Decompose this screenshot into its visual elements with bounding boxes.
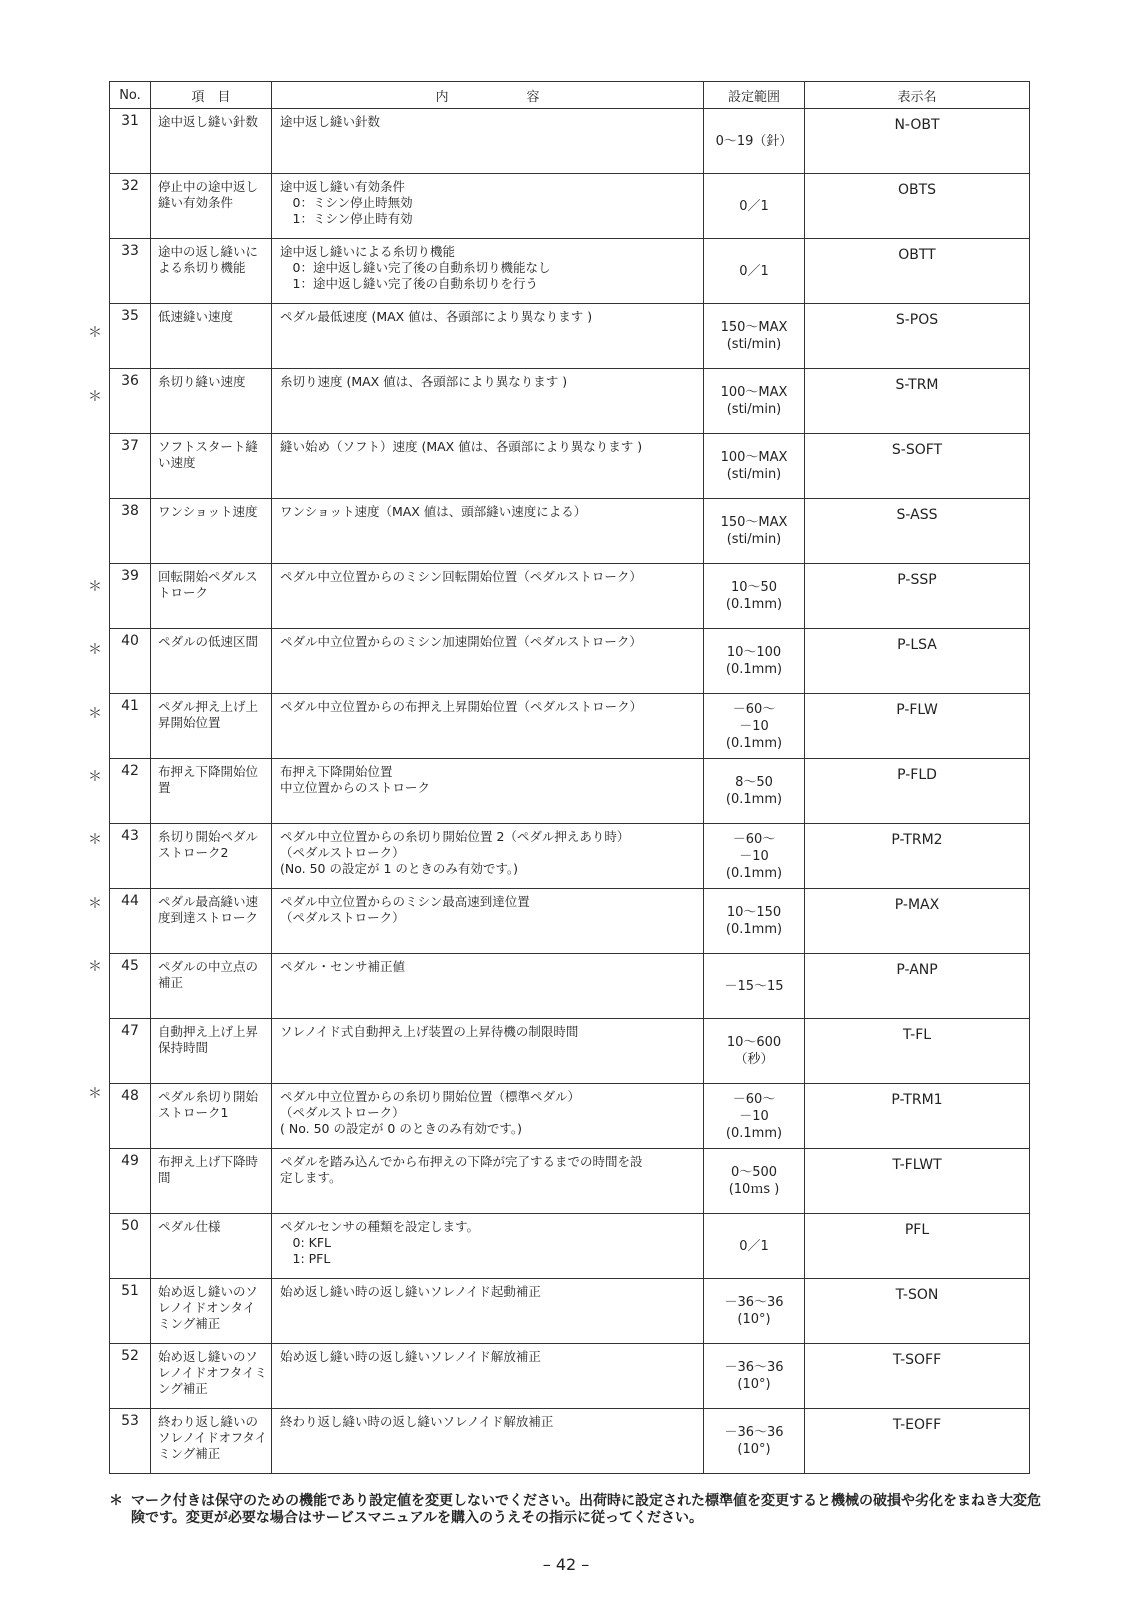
content-line: 途中返し縫いによる糸切り機能 [280, 244, 456, 259]
range-line: －36～36 [724, 1425, 784, 1440]
content-line: 終わり返し縫い時の返し縫いソレノイド解放補正 [280, 1414, 554, 1429]
content-line: 途中返し縫い有効条件 [280, 179, 406, 194]
maintenance-mark: ＊ [88, 895, 102, 912]
content-line: 始め返し縫い時の返し縫いソレノイド解放補正 [280, 1349, 541, 1364]
range-line: (sti/min) [726, 402, 782, 417]
row-display-name: N-OBT [805, 109, 1030, 174]
row-display-name: P-ANP [805, 954, 1030, 1019]
row-no: 45 [110, 954, 151, 1019]
row-content [272, 564, 704, 629]
table-row [110, 1344, 1030, 1409]
row-no: 33 [110, 239, 151, 304]
range-line: (0.1mm) [725, 735, 783, 751]
row-display-name: P-SSP [805, 564, 1030, 629]
content-line: ペダル中立位置からのミシン最高速到達位置 [280, 894, 530, 909]
row-no: 43 [110, 824, 151, 889]
content-line: ペダル中立位置からの糸切り開始位置（標準ペダル） [280, 1089, 581, 1104]
row-content [272, 369, 704, 434]
range-line: 0～19（針） [715, 133, 793, 149]
row-item: 自動押え上げ上昇保持時間 [151, 1019, 272, 1084]
row-range [704, 499, 805, 564]
row-item: ペダル押え上げ上昇開始位置 [151, 694, 272, 759]
range-line: 0／1 [739, 263, 769, 279]
footnote-text: マーク付きは保守のための機能であり設定値を変更しないでください。出荷時に設定された標準値を変更すると機械の破損や劣化をまねき大変危険です。変更が必要な場合はサービスマニュアルを購入のうえその指示に従ってください。 [131, 1493, 1041, 1526]
table-row [110, 239, 1030, 304]
range-line: 10～100 [726, 645, 782, 660]
row-no: 48 [110, 1084, 151, 1149]
content-line: 0: KFL [280, 1235, 331, 1250]
row-item: 終わり返し縫いのソレノイドオフタイミング補正 [151, 1409, 272, 1474]
row-range [704, 239, 805, 304]
range-line: (0.1mm) [725, 792, 783, 807]
table-row [110, 824, 1030, 889]
row-item: ペダル最高縫い速度到達ストローク [151, 889, 272, 954]
row-content [272, 434, 704, 499]
range-line: 100～MAX [720, 385, 788, 400]
row-range [704, 889, 805, 954]
row-range [704, 1344, 805, 1409]
row-range [704, 564, 805, 629]
range-line: (10ｍs ) [728, 1182, 780, 1197]
header-range: 設定範囲 [704, 82, 805, 109]
row-content [272, 759, 704, 824]
row-range [704, 1409, 805, 1474]
table-header-row [110, 82, 1030, 109]
parameter-table [109, 81, 1030, 1474]
table-row [110, 304, 1030, 369]
range-line: (sti/min) [726, 467, 782, 482]
range-line: 10～150 [726, 905, 782, 920]
header-display-name: 表示名 [805, 82, 1030, 109]
footnote [109, 1493, 1049, 1527]
row-range [704, 759, 805, 824]
row-content [272, 304, 704, 369]
row-no: 32 [110, 174, 151, 239]
row-display-name: S-TRM [805, 369, 1030, 434]
row-item: ワンショット速度 [151, 499, 272, 564]
header-no: No. [110, 82, 151, 109]
table-row [110, 1279, 1030, 1344]
range-line: (10°) [737, 1377, 771, 1392]
row-range [704, 1149, 805, 1214]
table-row [110, 954, 1030, 1019]
row-no: 41 [110, 694, 151, 759]
range-line: 100～MAX [720, 450, 788, 465]
range-line: (10°) [737, 1312, 771, 1327]
range-line: －60～ [732, 1091, 776, 1107]
content-line: ペダル中立位置からのミシン回転開始位置（ペダルストローク） [280, 569, 642, 584]
content-line: 0：ミシン停止時無効 [280, 195, 413, 210]
row-display-name: PFL [805, 1214, 1030, 1279]
row-content [272, 1084, 704, 1149]
row-no: 37 [110, 434, 151, 499]
table-row [110, 1409, 1030, 1474]
row-display-name: P-MAX [805, 889, 1030, 954]
row-item: ペダルの低速区間 [151, 629, 272, 694]
page-number: – 42 – [542, 1555, 590, 1574]
content-line: ペダル・センサ補正値 [280, 959, 406, 974]
row-item: 途中返し縫い針数 [151, 109, 272, 174]
range-line: 0～500 [730, 1165, 778, 1180]
row-content [272, 1344, 704, 1409]
range-line: －36～36 [724, 1295, 784, 1310]
content-line: （ペダルストローク） [280, 1105, 405, 1120]
row-no: 39 [110, 564, 151, 629]
content-line: ペダルを踏み込んでから布押えの下降が完了するまでの時間を設 [280, 1154, 643, 1169]
row-content [272, 694, 704, 759]
row-display-name: S-POS [805, 304, 1030, 369]
row-no: 38 [110, 499, 151, 564]
range-line: 150～MAX [720, 515, 788, 530]
row-display-name: S-ASS [805, 499, 1030, 564]
table-row [110, 694, 1030, 759]
row-display-name: P-FLW [805, 694, 1030, 759]
row-item: 糸切り縫い速度 [151, 369, 272, 434]
content-line: (No. 50 の設定が 1 のときのみ有効です。) [280, 861, 519, 876]
row-no: 53 [110, 1409, 151, 1474]
content-line: （ペダルストローク） [280, 845, 405, 860]
table-body [110, 109, 1030, 1474]
row-display-name: P-TRM2 [805, 824, 1030, 889]
content-line: 1：ミシン停止時有効 [280, 211, 413, 226]
row-display-name: T-SOFF [805, 1344, 1030, 1409]
row-display-name: P-LSA [805, 629, 1030, 694]
row-item: ペダル糸切り開始ストローク1 [151, 1084, 272, 1149]
range-line: 0／1 [739, 1238, 769, 1254]
range-line: (0.1mm) [725, 662, 783, 677]
range-line: －10 [739, 848, 769, 864]
range-line: (0.1mm) [725, 1125, 783, 1141]
row-no: 35 [110, 304, 151, 369]
row-no: 44 [110, 889, 151, 954]
maintenance-mark: ＊ [88, 578, 102, 595]
table-row [110, 109, 1030, 174]
row-range [704, 824, 805, 889]
content-line: 途中返し縫い針数 [280, 114, 381, 129]
content-line: 0：途中返し縫い完了後の自動糸切り機能なし [280, 260, 551, 275]
range-line: －10 [739, 718, 769, 734]
row-item: 布押え上げ下降時間 [151, 1149, 272, 1214]
maintenance-mark: ＊ [88, 325, 102, 342]
range-line: (0.1mm) [725, 922, 783, 937]
content-line: ワンショット速度（MAX 値は、頭部縫い速度による） [280, 504, 587, 519]
table-row [110, 1214, 1030, 1279]
range-line: －60～ [732, 831, 776, 847]
content-line: 定します。 [280, 1170, 342, 1185]
row-item: 途中の返し縫いによる糸切り機能 [151, 239, 272, 304]
row-content [272, 239, 704, 304]
row-display-name: T-EOFF [805, 1409, 1030, 1474]
row-range [704, 109, 805, 174]
table-row [110, 889, 1030, 954]
row-no: 51 [110, 1279, 151, 1344]
row-content [272, 1149, 704, 1214]
content-line: 1：途中返し縫い完了後の自動糸切りを行う [280, 276, 538, 291]
row-item: ペダル仕様 [151, 1214, 272, 1279]
row-content [272, 174, 704, 239]
row-display-name: P-FLD [805, 759, 1030, 824]
row-no: 50 [110, 1214, 151, 1279]
range-line: (0.1mm) [725, 597, 783, 612]
range-line: －60～ [732, 701, 776, 717]
row-range [704, 1019, 805, 1084]
row-range [704, 1279, 805, 1344]
row-item: ソフトスタート縫い速度 [151, 434, 272, 499]
row-item: 停止中の途中返し縫い有効条件 [151, 174, 272, 239]
content-line: 1: PFL [280, 1251, 331, 1266]
row-content [272, 499, 704, 564]
range-line: 8～50 [735, 775, 773, 790]
row-no: 49 [110, 1149, 151, 1214]
content-line: 中立位置からのストローク [280, 780, 431, 795]
row-item: ペダルの中立点の補正 [151, 954, 272, 1019]
row-content [272, 109, 704, 174]
content-line: ペダル中立位置からの糸切り開始位置 2（ペダル押えあり時） [280, 829, 630, 844]
row-content [272, 1279, 704, 1344]
row-content [272, 1409, 704, 1474]
header-content: 内 容 [272, 82, 704, 109]
maintenance-mark: ＊ [88, 388, 102, 405]
header-item: 項 目 [151, 82, 272, 109]
range-line: 0／1 [739, 198, 769, 214]
row-no: 31 [110, 109, 151, 174]
content-line: ペダル中立位置からのミシン加速開始位置（ペダルストローク） [280, 634, 642, 649]
footnote-mark: ＊ [109, 1493, 123, 1509]
row-display-name: OBTS [805, 174, 1030, 239]
content-line: ペダル中立位置からの布押え上昇開始位置（ペダルストローク） [280, 699, 643, 714]
table-row [110, 759, 1030, 824]
table-row [110, 499, 1030, 564]
row-display-name: T-SON [805, 1279, 1030, 1344]
maintenance-mark: ＊ [88, 832, 102, 849]
range-line: －36～36 [724, 1360, 784, 1375]
table-row [110, 174, 1030, 239]
row-item: 回転開始ペダルストローク [151, 564, 272, 629]
row-no: 36 [110, 369, 151, 434]
content-line: ペダルセンサの種類を設定します。 [280, 1219, 480, 1234]
table-row [110, 564, 1030, 629]
row-range [704, 434, 805, 499]
range-line: （秒） [734, 1052, 774, 1067]
row-display-name: P-TRM1 [805, 1084, 1030, 1149]
maintenance-mark: ＊ [88, 769, 102, 785]
row-no: 42 [110, 759, 151, 824]
row-range [704, 954, 805, 1019]
row-no: 40 [110, 629, 151, 694]
row-item: 布押え下降開始位置 [151, 759, 272, 824]
row-item: 始め返し縫いのソレノイドオフタイミング補正 [151, 1344, 272, 1409]
row-range [704, 694, 805, 759]
row-content [272, 1214, 704, 1279]
content-line: 縫い始め（ソフト）速度 (MAX 値は、各頭部により異なります ) [280, 439, 643, 454]
range-line: (sti/min) [726, 532, 782, 547]
row-content [272, 1019, 704, 1084]
range-line: (10°) [737, 1442, 771, 1457]
row-range [704, 369, 805, 434]
maintenance-mark: ＊ [88, 642, 102, 659]
content-line: ペダル最低速度 (MAX 値は、各頭部により異なります ) [280, 309, 593, 324]
row-content [272, 889, 704, 954]
row-range [704, 304, 805, 369]
row-range [704, 1084, 805, 1149]
row-no: 47 [110, 1019, 151, 1084]
row-item: 始め返し縫いのソレノイドオンタイミング補正 [151, 1279, 272, 1344]
row-display-name: S-SOFT [805, 434, 1030, 499]
table-row [110, 629, 1030, 694]
range-line: －15～15 [724, 978, 784, 994]
row-display-name: OBTT [805, 239, 1030, 304]
content-line: 始め返し縫い時の返し縫いソレノイド起動補正 [280, 1284, 541, 1299]
row-item: 糸切り開始ペダルストローク2 [151, 824, 272, 889]
row-no: 52 [110, 1344, 151, 1409]
table-row [110, 434, 1030, 499]
row-display-name: T-FLWT [805, 1149, 1030, 1214]
row-content [272, 954, 704, 1019]
range-line: 150～MAX [720, 320, 788, 335]
table-row [110, 1149, 1030, 1214]
maintenance-mark: ＊ [88, 1086, 102, 1102]
content-line: ソレノイド式自動押え上げ装置の上昇待機の制限時間 [280, 1024, 579, 1039]
range-line: 10～50 [730, 580, 778, 595]
table-row [110, 369, 1030, 434]
table-row [110, 1019, 1030, 1084]
row-content [272, 629, 704, 694]
row-item: 低速縫い速度 [151, 304, 272, 369]
content-line: （ペダルストローク） [280, 910, 405, 925]
table-row [110, 1084, 1030, 1149]
content-line: ( No. 50 の設定が 0 のときのみ有効です。) [280, 1121, 522, 1136]
range-line: 10～600 [726, 1035, 782, 1050]
row-display-name: T-FL [805, 1019, 1030, 1084]
maintenance-mark: ＊ [88, 705, 102, 722]
maintenance-mark: ＊ [88, 959, 102, 976]
range-line: (0.1mm) [725, 865, 783, 881]
range-line: (sti/min) [726, 337, 782, 352]
row-content [272, 824, 704, 889]
range-line: －10 [739, 1108, 769, 1124]
row-range [704, 174, 805, 239]
content-line: 布押え下降開始位置 [280, 764, 393, 779]
row-range [704, 1214, 805, 1279]
row-range [704, 629, 805, 694]
content-line: 糸切り速度 (MAX 値は、各頭部により異なります ) [280, 374, 568, 389]
